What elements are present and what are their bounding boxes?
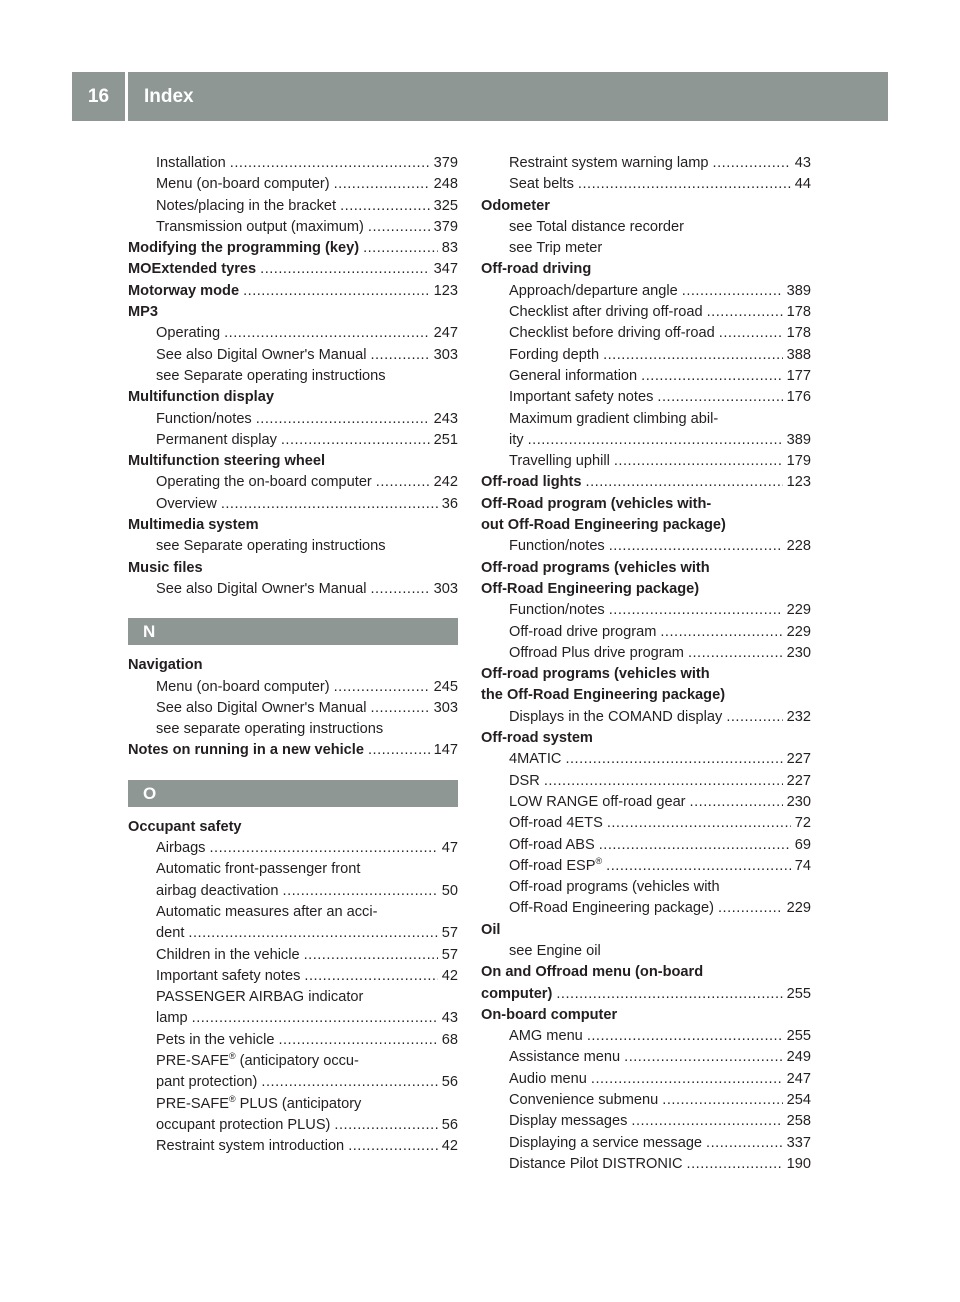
index-entry: Display messages ..... 258 bbox=[481, 1111, 811, 1132]
index-entry: Automatic front-passenger front bbox=[156, 861, 361, 878]
index-entry: See also Digital Owner's Manual ..... 303 bbox=[128, 345, 458, 366]
index-heading: Multifunction steering wheel bbox=[128, 453, 326, 470]
index-entry: Off-Road Engineering package) ..... 229 bbox=[481, 898, 811, 919]
index-heading: On and Offroad menu (on-board bbox=[481, 964, 704, 981]
index-entry: Travelling uphill ..... 179 bbox=[481, 451, 811, 472]
index-heading: computer) ..... 255 bbox=[481, 984, 811, 1005]
index-heading: On-board computer bbox=[481, 1006, 618, 1023]
section-letter-o: O bbox=[128, 780, 458, 807]
index-heading: Music files bbox=[128, 559, 203, 576]
index-entry: lamp ..... 43 bbox=[128, 1008, 458, 1029]
index-entry: Menu (on-board computer) ..... 248 bbox=[128, 174, 458, 195]
page-title: Index bbox=[144, 85, 194, 107]
page-header bbox=[72, 72, 888, 121]
index-entry: Function/notes ..... 228 bbox=[481, 536, 811, 557]
registered-mark: ® bbox=[228, 1051, 236, 1062]
index-heading: Off-road programs (vehicles with bbox=[481, 666, 710, 683]
index-entry: Pets in the vehicle ..... 68 bbox=[128, 1030, 458, 1051]
index-entry: Fording depth ..... 388 bbox=[481, 345, 811, 366]
index-column-left bbox=[128, 153, 458, 1157]
index-entry: see Engine oil bbox=[509, 942, 601, 959]
index-entry: Important safety notes ..... 42 bbox=[128, 966, 458, 987]
index-entry: Operating the on-board computer ..... 242 bbox=[128, 472, 458, 493]
index-entry: General information ..... 177 bbox=[481, 366, 811, 387]
index-heading: Odometer bbox=[481, 197, 550, 214]
index-entry: Function/notes ..... 243 bbox=[128, 409, 458, 430]
index-entry: Maximum gradient climbing abil- bbox=[509, 410, 719, 427]
index-entry: Approach/departure angle ..... 389 bbox=[481, 281, 811, 302]
index-heading: Off-road driving bbox=[481, 261, 592, 278]
index-entry: Displays in the COMAND display ..... 232 bbox=[481, 707, 811, 728]
index-heading: MOExtended tyres ..... 347 bbox=[128, 259, 458, 280]
index-entry: Permanent display ..... 251 bbox=[128, 430, 458, 451]
index-entry: see separate operating instructions bbox=[156, 721, 384, 738]
index-entry: Offroad Plus drive program ..... 230 bbox=[481, 643, 811, 664]
index-entry: see Separate operating instructions bbox=[156, 367, 386, 384]
index-entry: Off-road ABS ..... 69 bbox=[481, 835, 811, 856]
index-entry: Off-road drive program ..... 229 bbox=[481, 622, 811, 643]
index-entry: Restraint system introduction ..... 42 bbox=[128, 1136, 458, 1157]
index-entry: Distance Pilot DISTRONIC ..... 190 bbox=[481, 1154, 811, 1175]
index-entry: Restraint system warning lamp ..... 43 bbox=[481, 153, 811, 174]
registered-mark: ® bbox=[595, 855, 603, 866]
index-entry: Off-road 4ETS ..... 72 bbox=[481, 813, 811, 834]
index-entry: Operating ..... 247 bbox=[128, 323, 458, 344]
index-heading: MP3 bbox=[128, 304, 159, 321]
index-entry: 4MATIC ..... 227 bbox=[481, 749, 811, 770]
index-entry: AMG menu ..... 255 bbox=[481, 1026, 811, 1047]
index-heading: Navigation bbox=[128, 657, 203, 674]
index-column-right bbox=[481, 153, 811, 1175]
index-entry: occupant protection PLUS) ..... 56 bbox=[128, 1115, 458, 1136]
index-entry: PASSENGER AIRBAG indicator bbox=[156, 989, 364, 1006]
index-entry: Children in the vehicle ..... 57 bbox=[128, 945, 458, 966]
index-heading: Off-road lights ..... 123 bbox=[481, 472, 811, 493]
index-heading: Off-Road program (vehicles with- bbox=[481, 495, 712, 512]
index-entry: see Trip meter bbox=[509, 240, 603, 257]
index-entry: See also Digital Owner's Manual ..... 303 bbox=[128, 698, 458, 719]
index-entry: Off-road programs (vehicles with bbox=[509, 879, 720, 896]
index-entry: see Total distance recorder bbox=[509, 218, 684, 235]
index-entry: Audio menu ..... 247 bbox=[481, 1069, 811, 1090]
index-entry: Important safety notes ..... 176 bbox=[481, 387, 811, 408]
index-heading: Modifying the programming (key) ..... 83 bbox=[128, 238, 458, 259]
page-number: 16 bbox=[87, 85, 110, 107]
section-letter-n: N bbox=[128, 618, 458, 645]
index-heading: the Off-Road Engineering package) bbox=[481, 687, 726, 704]
index-entry: Automatic measures after an acci- bbox=[156, 903, 378, 920]
index-heading: Off-Road Engineering package) bbox=[481, 580, 700, 597]
index-entry: Seat belts ..... 44 bbox=[481, 174, 811, 195]
index-entry: Assistance menu ..... 249 bbox=[481, 1047, 811, 1068]
index-heading: Multimedia system bbox=[128, 517, 259, 534]
index-heading: Off-road system bbox=[481, 730, 593, 747]
index-entry: Displaying a service message ..... 337 bbox=[481, 1133, 811, 1154]
index-entry: Checklist after driving off-road ..... 178 bbox=[481, 302, 811, 323]
index-entry: Off-road ESP® ..... 74 bbox=[481, 856, 811, 877]
index-entry: Airbags ..... 47 bbox=[128, 838, 458, 859]
index-heading: out Off-Road Engineering package) bbox=[481, 517, 726, 534]
index-entry: see Separate operating instructions bbox=[156, 538, 386, 555]
index-entry: Checklist before driving off-road ..... 178 bbox=[481, 323, 811, 344]
registered-mark: ® bbox=[228, 1093, 236, 1104]
index-entry: Convenience submenu ..... 254 bbox=[481, 1090, 811, 1111]
index-heading: Occupant safety bbox=[128, 818, 242, 835]
index-entry: ity ..... 389 bbox=[481, 430, 811, 451]
index-entry: airbag deactivation ..... 50 bbox=[128, 881, 458, 902]
index-entry: Function/notes ..... 229 bbox=[481, 600, 811, 621]
index-entry: See also Digital Owner's Manual ..... 303 bbox=[128, 579, 458, 600]
index-heading: Off-road programs (vehicles with bbox=[481, 559, 710, 576]
index-entry: PRE-SAFE® (anticipatory occu- bbox=[156, 1051, 359, 1069]
index-heading: Oil bbox=[481, 921, 501, 938]
index-heading: Motorway mode ..... 123 bbox=[128, 281, 458, 302]
index-entry: Transmission output (maximum) ..... 379 bbox=[128, 217, 458, 238]
index-entry: pant protection) ..... 56 bbox=[128, 1072, 458, 1093]
index-heading: Notes on running in a new vehicle ..... 147 bbox=[128, 740, 458, 761]
index-entry: PRE-SAFE® PLUS (anticipatory bbox=[156, 1093, 362, 1112]
index-heading: Multifunction display bbox=[128, 389, 274, 406]
index-entry: Notes/placing in the bracket ..... 325 bbox=[128, 196, 458, 217]
index-entry: Overview ..... 36 bbox=[128, 494, 458, 515]
index-entry: LOW RANGE off-road gear ..... 230 bbox=[481, 792, 811, 813]
index-entry: Installation ..... 379 bbox=[128, 153, 458, 174]
index-entry: Menu (on-board computer) ..... 245 bbox=[128, 677, 458, 698]
index-entry: dent ..... 57 bbox=[128, 923, 458, 944]
index-entry: DSR ..... 227 bbox=[481, 771, 811, 792]
